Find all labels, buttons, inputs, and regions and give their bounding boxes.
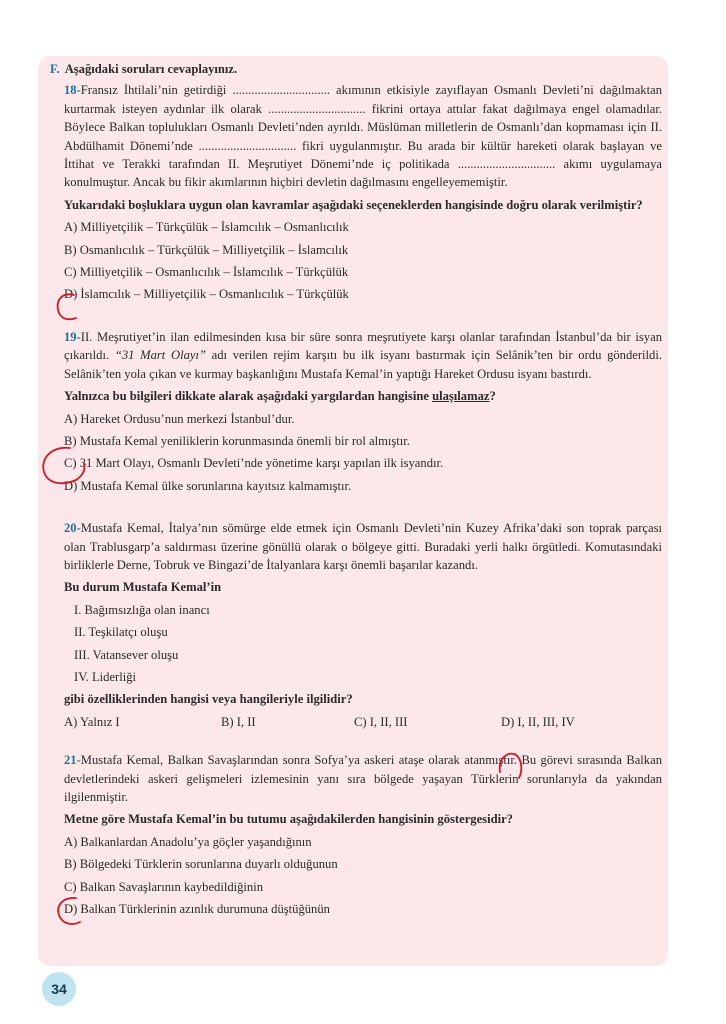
question-18-text: 18-Fransız İhtilali’nin getirdiği ............................... akımının etkisiyle zayıflayan Osmanlı Devleti’ni dağılmaktan kurtarmak isteyen aydınlar ilk olarak ............................... fikrini ortaya attılar fakat dağılmaya engel olamadılar. Böylece Balkan toplulukları Osmanlı Devleti’nden ayrıldı. Müslüman milletlerin de Osmanlı’dan kopmaması için II. Abdülhamit Dönemi’nde ............................... fikri uygulanmıştır. Bu arada bir kültür hareketi olarak başlayan ve İttihat ve Terakki tarafından II. Meşrutiyet Dönemi’nde iç politikada ............................... akımı uygulamaya konulmuştur. Ancak bu fikir akımlarının hiçbiri devletin dağılmasını engelleyememiştir. — [64, 83, 662, 190]
answer-option[interactable]: A) Hareket Ordusu’nun merkezi İstanbul’dur. — [64, 411, 295, 426]
answer-option[interactable]: D) İslamcılık – Milliyetçilik – Osmanlıcılık – Türkçülük — [64, 287, 349, 302]
answer-option[interactable]: C) Balkan Savaşlarının kaybedildiğinin — [64, 879, 264, 894]
question-number: 20- — [64, 521, 81, 536]
question-19-stem: Yalnızca bu bilgileri dikkate alarak aşağıdaki yargılardan hangisine ulaşılamaz? — [64, 389, 496, 404]
answer-options-row — [64, 713, 662, 731]
answer-option[interactable]: A) Milliyetçilik – Türkçülük – İslamcılık – Osmanlıcılık — [64, 220, 349, 235]
question-20-text: 20-Mustafa Kemal, İtalya’nın sömürge elde etmek için Osmanlı Devleti’nin Kuzey Afrika’daki son toprak parçası olan Trablusgarp’a saldırması üzerine gönüllü olarak o bölgeye gitti. Buradaki yerli halkı örgütledi. Komutasındaki birliklerle Derne, Tobruk ve Bingazi’de İtalyanlara karşı önemli başarılar kazandı. — [64, 521, 662, 572]
question-21-stem: Metne göre Mustafa Kemal’in bu tutumu aşağıdakilerden hangisinin göstergesidir? — [64, 812, 513, 827]
answer-option[interactable]: B) Mustafa Kemal yeniliklerin korunmasında önemli bir rol almıştır. — [64, 433, 410, 448]
question-20-stem: gibi özelliklerinden hangisi veya hangileriyle ilgilidir? — [64, 692, 353, 707]
section-heading — [50, 60, 662, 78]
answer-option[interactable]: C) 31 Mart Olayı, Osmanlı Devleti’nde yönetime karşı yapılan ilk isyandır. — [64, 456, 444, 471]
question-19 — [64, 328, 662, 495]
worksheet-content — [50, 60, 662, 922]
question-number: 18- — [64, 83, 81, 98]
answer-option[interactable]: C) Milliyetçilik – Osmanlıcılık – İslamcılık – Türkçülük — [64, 265, 349, 280]
answer-option[interactable]: C) I, II, III — [354, 714, 408, 729]
answer-option[interactable]: A) Balkanlardan Anadolu’ya göçler yaşandığının — [64, 834, 312, 849]
question-21-text: 21-Mustafa Kemal, Balkan Savaşlarından sonra Sofya’ya askeri ataşe olarak atanmıştır. Bu görevi sırasında Balkan devletlerindeki askeri gelişmeleri izlemesinin yanı sıra bölgede yaşayan Türklerin sorunlarıyla da yakından ilgilenmiştir. — [64, 753, 662, 804]
question-18-stem: Yukarıdaki boşluklara uygun olan kavramlar aşağıdaki seçeneklerden hangisinde doğru olarak verilmiştir? — [64, 197, 643, 212]
answer-option[interactable]: A) Yalnız I — [64, 714, 120, 729]
statement-item: IV. Liderliği — [74, 669, 137, 684]
answer-option[interactable]: B) I, II — [221, 714, 256, 729]
question-19-text: 19-II. Meşrutiyet’in ilan edilmesinden kısa bir süre sonra meşrutiyete karşı olanlar tarafından İstanbul’da bir isyan çıkarıldı. “31 Mart Olayı” adı verilen rejim karşıtı bu ilk isyanı bastırmak için Selânik’ten bir ordu gönderildi. Selânik’ten yola çıkan ve kurmay başkanlığını Mustafa Kemal’in yaptığı Hareket Ordusu isyanı bastırdı. — [64, 329, 662, 381]
answer-option[interactable]: D) Balkan Türklerinin azınlık durumuna düştüğünün — [64, 902, 330, 917]
answer-option[interactable]: D) I, II, III, IV — [501, 714, 575, 729]
section-letter: F. — [50, 62, 60, 76]
answer-option[interactable]: B) Osmanlıcılık – Türkçülük – Milliyetçilik – İslamcılık — [64, 242, 349, 257]
page-number: 34 — [42, 972, 76, 1006]
question-number: 21- — [64, 753, 81, 768]
question-number: 19- — [64, 329, 81, 344]
question-20-lead: Bu durum Mustafa Kemal’in — [64, 580, 222, 595]
question-20 — [64, 519, 662, 731]
answer-option[interactable]: D) Mustafa Kemal ülke sorunlarına kayıtsız kalmamıştır. — [64, 478, 352, 493]
answer-option[interactable]: B) Bölgedeki Türklerin sorunlarına duyarlı olduğunun — [64, 857, 338, 872]
statement-item: II. Teşkilatçı oluşu — [74, 625, 168, 640]
statement-item: III. Vatansever oluşu — [74, 647, 179, 662]
question-21 — [64, 751, 662, 918]
section-title: Aşağıdaki soruları cevaplayınız. — [64, 62, 238, 76]
question-18 — [64, 81, 662, 303]
statement-item: I. Bağımsızlığa olan inancı — [74, 602, 210, 617]
